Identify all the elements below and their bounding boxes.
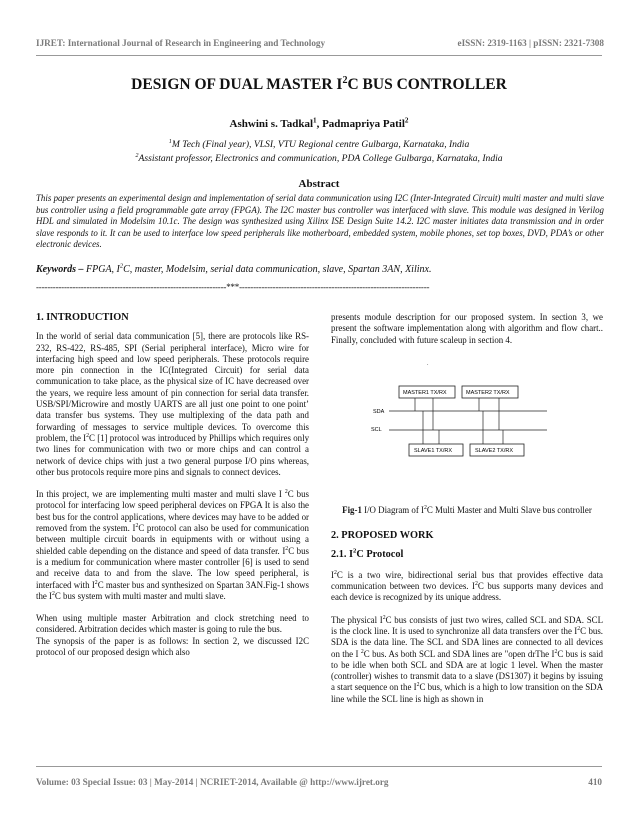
left-column: [36, 312, 309, 669]
intro-paragraph-4: The synopsis of the paper is as follows: In section 2, we discussed I2C protocol of our proposed design which also: [36, 635, 309, 658]
keywords-line: Keywords – FPGA, $I^2C$, master, Modelsim, serial data communication, slave, Spartan 3AN, Xilinx.: [36, 262, 432, 275]
protocol-paragraph-2: The physical $I^2C$ bus consists of just two wires, called SCL and SDA. SCL is the clock line. It is used to synchronize all data transfers over the $I^2C$ bus. SDA is the data line. The SCL and SDA lines are connected to all devices on the I $^2$C bus. As both SCL and SDA lines are "open drThe $I^2C$ bus is said to be idle when both SCL and SDA are at logic 1 level. When the master (controller) wishes to transmit data to a slave (DS1307) it begins by issuing a start sequence on the $I^2C$ bus, which is a high to low transition on the SDA line while the SCL line is high as shown in: [331, 614, 603, 704]
intro-continuation: presents module description for our proposed system. In section 3, we present the software implementation along with algorithm and flow chart.. Finally, concluded with future scaleup in section 4.: [331, 312, 603, 345]
right-column: [331, 312, 603, 716]
section-heading-introduction: 1. INTRODUCTION: [36, 312, 129, 323]
master1-label: MASTER1 TX/RX: [403, 389, 447, 396]
sda-label: SDA: [373, 408, 385, 415]
running-footer: [36, 777, 602, 787]
abstract-heading: Abstract: [298, 178, 340, 190]
author-1: Ashwini s. Tadkal: [229, 118, 313, 130]
section-separator: --------------------------------------------------------------------***--------------------------------------------------------------------: [36, 282, 430, 292]
affiliation-1: $^1$M Tech (Final year), VLSI, VTU Regional centre Gulbarga, Karnataka, India: [168, 137, 470, 150]
footer-citation: Volume: 03 Special Issue: 03 | May-2014 | NCRIET-2014, Available @ http://www.ijret.org: [36, 777, 389, 787]
intro-paragraph-2: In this project, we are implementing multi master and multi slave I $^2$C bus protocol for interfacing low speed peripheral devices on FPGA It is also the best bus for the control applications, where devices may have to be added or removed from the system. $I^2C$ protocol can also be used for communication between multiple circuit boards in equipments with or without using a shielded cable depending on the distance and speed of data transfer. $I^2C$ bus is a medium for communication where master controller [6] is used to send and receive data to and from the slave. The low speed peripheral, is interfaced with $I^2C$ master bus and synthesized on Spartan 3AN.Fig-1 shows the $I^2C$ bus system with multi master and multi slave.: [36, 489, 310, 601]
header-rule: [36, 55, 602, 56]
slave1-label: SLAVE1 TX/RX: [414, 447, 453, 454]
bus-diagram-svg: [331, 358, 603, 501]
master2-label: MASTER2 TX/RX: [466, 389, 510, 396]
paper-title: DESIGN OF DUAL MASTER $I^2C$ BUS CONTROLLER: [131, 74, 507, 93]
figure-1-caption: Fig-1 I/O Diagram of $I^2C$ Multi Master and Multi Slave bus controller: [342, 504, 592, 515]
issn-text: eISSN: 2319-1163 | pISSN: 2321-7308: [457, 38, 604, 48]
footer-rule: [36, 766, 602, 767]
slave2-label: SLAVE2 TX/RX: [475, 447, 514, 454]
journal-name: IJRET: International Journal of Research in Engineering and Technology: [36, 38, 326, 48]
abstract-text: This paper presents an experimental design and implementation of serial data communication using I2C (Inter-Integrated Circuit) multi master and multi slave bus controller using a field programmable gate array (FPGA). The I2C master bus controller was interfaced with slave. This module was designed in Verilog HDL and simulated in Modelsim 10.1c. The design was synthesized using Xilinx ISE Design Suite 14.2. I2C master initiates data transmission and in order slave responds to it. It can be used to interface low speed peripherals like motherboard, embedded system, mobile phones, set top boxes, DVD, PDA’s or other electronic devices.: [36, 193, 604, 250]
intro-paragraph-3: When using multiple master Arbitration and clock stretching need to considered. Arbitration decides which master is going to rule the bus.: [36, 613, 309, 635]
subsection-heading-i2c-protocol: 2.1. $I^2C$ Protocol: [331, 548, 404, 561]
intro-paragraph-1: In the world of serial data communication [5], there are protocols like RS-232, RS-422, RS-485, SPI (Serial peripheral interface), Micro wire for interfacing high speed and low speed peripherals. These protocols require more pin connection in the IC(Integrated Circuit) for serial data communication to take place, as the physical size of IC have decreased over the years, we require less amount of pin connection for serial data transfer. USB/SPI/Microwire and mostly UARTS are all just one point to one point’ data transfer bus systems. They use multiplexing of the data path and forwarding of messages to service multiple devices. To overcome this problem, the $I^2C$ [1] protocol was introduced by Phillips which requires only two lines for communication with two or more chips and can control a network of device chips with just a two general purpose I/O pins whereas, other bus protocols require more pins and signals to connect devices.: [36, 331, 310, 477]
figure-1-diagram: [331, 358, 603, 501]
author-line: Ashwini s. Tadkal$^1$, Padmapriya Patil$^2$: [229, 116, 409, 130]
section-heading-proposed-work: 2. PROPOSED WORK: [331, 530, 434, 542]
figure-dot: .: [427, 360, 429, 367]
author-2: Padmapriya Patil: [322, 118, 405, 130]
protocol-paragraph-1: $I^2C$ is a two wire, bidirectional serial bus that provides effective data communication between two devices. $I^2C$ bus supports many devices and each device is recognized by its unique address.: [331, 569, 604, 603]
scl-label: SCL: [371, 426, 382, 433]
affiliation-2: $^2$Assistant professor, Electronics and communication, PDA College Gulbarga, Karnataka, India: [135, 151, 503, 164]
page-number: 410: [588, 777, 602, 787]
running-header: [36, 38, 604, 48]
